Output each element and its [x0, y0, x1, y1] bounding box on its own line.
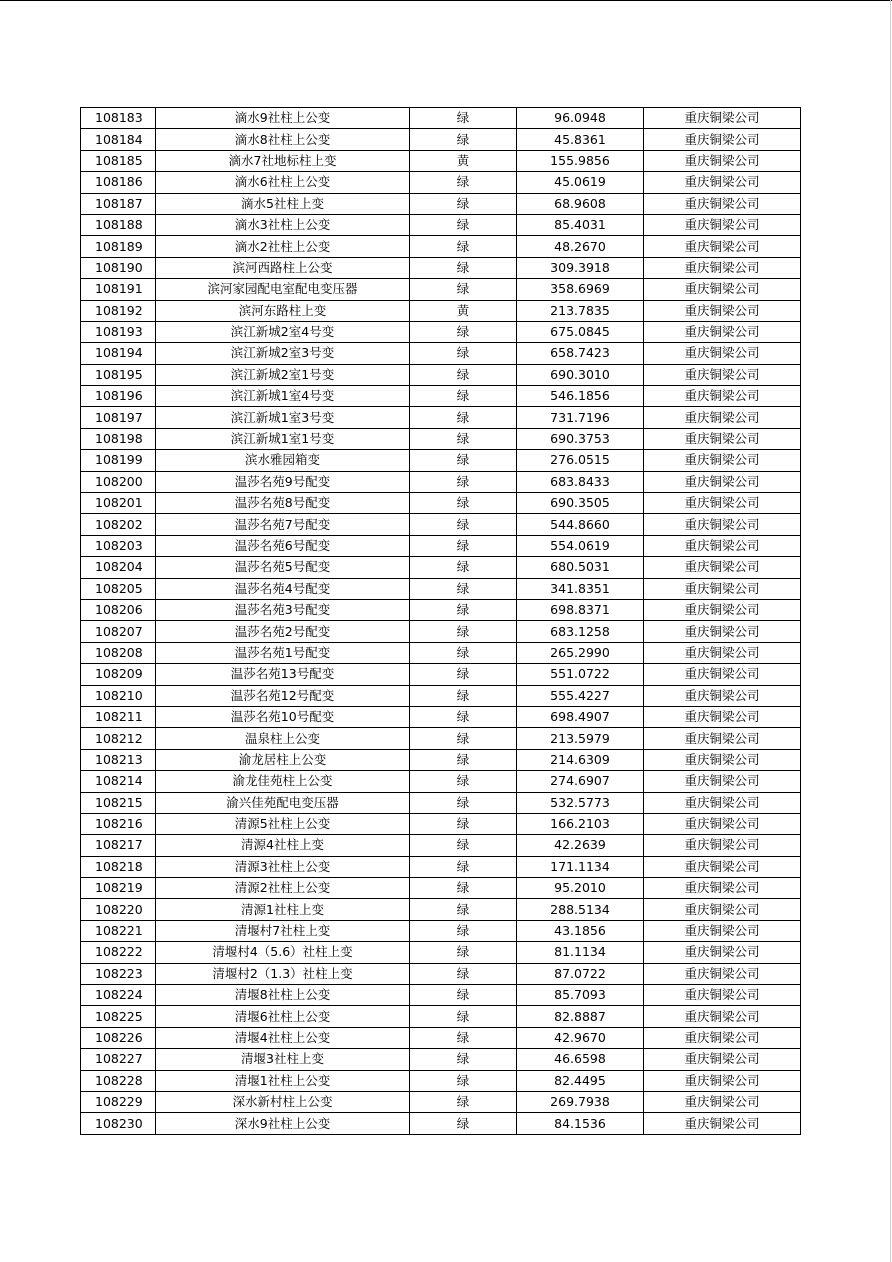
cell-company: 重庆铜梁公司 — [644, 1113, 801, 1134]
cell-company: 重庆铜梁公司 — [644, 878, 801, 899]
cell-id: 108212 — [81, 728, 156, 749]
cell-status: 绿 — [410, 257, 517, 278]
table-row — [81, 920, 801, 941]
cell-status: 绿 — [410, 1091, 517, 1112]
cell-status: 绿 — [410, 942, 517, 963]
cell-value: 171.1134 — [517, 856, 644, 877]
cell-company: 重庆铜梁公司 — [644, 236, 801, 257]
cell-name: 温莎名苑9号配变 — [156, 471, 410, 492]
table-row — [81, 664, 801, 685]
cell-id: 108227 — [81, 1049, 156, 1070]
cell-status: 绿 — [410, 279, 517, 300]
cell-name: 渝龙佳苑柱上公变 — [156, 771, 410, 792]
cell-company: 重庆铜梁公司 — [644, 493, 801, 514]
table-row — [81, 514, 801, 535]
cell-name: 深水9社柱上公变 — [156, 1113, 410, 1134]
cell-id: 108187 — [81, 193, 156, 214]
cell-company: 重庆铜梁公司 — [644, 129, 801, 150]
cell-company: 重庆铜梁公司 — [644, 300, 801, 321]
cell-name: 滨江新城1室4号变 — [156, 386, 410, 407]
cell-value: 658.7423 — [517, 343, 644, 364]
cell-company: 重庆铜梁公司 — [644, 578, 801, 599]
cell-company: 重庆铜梁公司 — [644, 193, 801, 214]
cell-name: 滨江新城2室1号变 — [156, 364, 410, 385]
cell-value: 213.5979 — [517, 728, 644, 749]
cell-id: 108200 — [81, 471, 156, 492]
cell-company: 重庆铜梁公司 — [644, 214, 801, 235]
cell-value: 213.7835 — [517, 300, 644, 321]
cell-company: 重庆铜梁公司 — [644, 1049, 801, 1070]
cell-name: 滨江新城1室3号变 — [156, 407, 410, 428]
cell-status: 绿 — [410, 664, 517, 685]
cell-company: 重庆铜梁公司 — [644, 1027, 801, 1048]
cell-id: 108191 — [81, 279, 156, 300]
cell-status: 绿 — [410, 728, 517, 749]
table-row — [81, 557, 801, 578]
cell-status: 绿 — [410, 706, 517, 727]
cell-id: 108202 — [81, 514, 156, 535]
cell-value: 683.8433 — [517, 471, 644, 492]
cell-status: 绿 — [410, 129, 517, 150]
cell-name: 滴水8社柱上公变 — [156, 129, 410, 150]
cell-status: 绿 — [410, 364, 517, 385]
cell-status: 绿 — [410, 1006, 517, 1027]
cell-company: 重庆铜梁公司 — [644, 364, 801, 385]
cell-id: 108210 — [81, 685, 156, 706]
cell-value: 731.7196 — [517, 407, 644, 428]
table-row — [81, 1091, 801, 1112]
cell-id: 108197 — [81, 407, 156, 428]
cell-status: 绿 — [410, 1049, 517, 1070]
cell-name: 滨水雅园箱变 — [156, 450, 410, 471]
table-row — [81, 621, 801, 642]
cell-status: 绿 — [410, 878, 517, 899]
transformer-data-table — [80, 107, 801, 1135]
cell-status: 绿 — [410, 407, 517, 428]
cell-name: 清堰村7社柱上变 — [156, 920, 410, 941]
cell-value: 544.8660 — [517, 514, 644, 535]
cell-id: 108193 — [81, 321, 156, 342]
cell-company: 重庆铜梁公司 — [644, 386, 801, 407]
table-row — [81, 578, 801, 599]
cell-company: 重庆铜梁公司 — [644, 150, 801, 171]
cell-company: 重庆铜梁公司 — [644, 407, 801, 428]
cell-name: 滨河家园配电室配电变压器 — [156, 279, 410, 300]
cell-id: 108184 — [81, 129, 156, 150]
cell-name: 温莎名苑13号配变 — [156, 664, 410, 685]
cell-company: 重庆铜梁公司 — [644, 471, 801, 492]
cell-company: 重庆铜梁公司 — [644, 514, 801, 535]
cell-name: 清源3社柱上公变 — [156, 856, 410, 877]
cell-status: 绿 — [410, 471, 517, 492]
table-body — [81, 108, 801, 1135]
cell-value: 214.6309 — [517, 749, 644, 770]
table-row — [81, 193, 801, 214]
cell-id: 108213 — [81, 749, 156, 770]
cell-status: 绿 — [410, 321, 517, 342]
cell-status: 绿 — [410, 985, 517, 1006]
cell-name: 温莎名苑12号配变 — [156, 685, 410, 706]
cell-id: 108204 — [81, 557, 156, 578]
cell-id: 108228 — [81, 1070, 156, 1091]
cell-value: 551.0722 — [517, 664, 644, 685]
table-row — [81, 236, 801, 257]
table-row — [81, 150, 801, 171]
table-row — [81, 214, 801, 235]
cell-status: 黄 — [410, 150, 517, 171]
cell-company: 重庆铜梁公司 — [644, 1070, 801, 1091]
cell-id: 108220 — [81, 899, 156, 920]
cell-company: 重庆铜梁公司 — [644, 771, 801, 792]
cell-name: 温莎名苑6号配变 — [156, 535, 410, 556]
cell-company: 重庆铜梁公司 — [644, 813, 801, 834]
cell-id: 108223 — [81, 963, 156, 984]
cell-company: 重庆铜梁公司 — [644, 535, 801, 556]
cell-status: 绿 — [410, 920, 517, 941]
table-row — [81, 856, 801, 877]
table-row — [81, 535, 801, 556]
cell-status: 绿 — [410, 856, 517, 877]
table-row — [81, 792, 801, 813]
cell-value: 87.0722 — [517, 963, 644, 984]
table-row — [81, 493, 801, 514]
cell-id: 108218 — [81, 856, 156, 877]
table-row — [81, 1070, 801, 1091]
table-row — [81, 300, 801, 321]
cell-value: 358.6969 — [517, 279, 644, 300]
cell-value: 680.5031 — [517, 557, 644, 578]
cell-id: 108192 — [81, 300, 156, 321]
table-row — [81, 899, 801, 920]
cell-value: 341.8351 — [517, 578, 644, 599]
cell-id: 108216 — [81, 813, 156, 834]
cell-status: 绿 — [410, 771, 517, 792]
table-row — [81, 471, 801, 492]
cell-company: 重庆铜梁公司 — [644, 728, 801, 749]
cell-value: 683.1258 — [517, 621, 644, 642]
cell-id: 108199 — [81, 450, 156, 471]
cell-id: 108226 — [81, 1027, 156, 1048]
cell-company: 重庆铜梁公司 — [644, 1091, 801, 1112]
cell-company: 重庆铜梁公司 — [644, 985, 801, 1006]
cell-company: 重庆铜梁公司 — [644, 899, 801, 920]
cell-id: 108222 — [81, 942, 156, 963]
cell-value: 82.8887 — [517, 1006, 644, 1027]
cell-value: 45.0619 — [517, 172, 644, 193]
cell-status: 绿 — [410, 1027, 517, 1048]
cell-name: 滨江新城1室1号变 — [156, 428, 410, 449]
cell-status: 绿 — [410, 599, 517, 620]
cell-id: 108209 — [81, 664, 156, 685]
cell-value: 675.0845 — [517, 321, 644, 342]
cell-status: 绿 — [410, 621, 517, 642]
cell-name: 清堰3社柱上变 — [156, 1049, 410, 1070]
cell-name: 滴水7社地标柱上变 — [156, 150, 410, 171]
cell-name: 渝龙居柱上公变 — [156, 749, 410, 770]
cell-name: 滴水6社柱上公变 — [156, 172, 410, 193]
cell-id: 108206 — [81, 599, 156, 620]
table-row — [81, 813, 801, 834]
cell-name: 温泉柱上公变 — [156, 728, 410, 749]
cell-id: 108221 — [81, 920, 156, 941]
cell-status: 绿 — [410, 172, 517, 193]
table-row — [81, 642, 801, 663]
cell-id: 108190 — [81, 257, 156, 278]
table-row — [81, 706, 801, 727]
cell-company: 重庆铜梁公司 — [644, 706, 801, 727]
cell-value: 166.2103 — [517, 813, 644, 834]
cell-name: 滨江新城2室3号变 — [156, 343, 410, 364]
cell-status: 绿 — [410, 685, 517, 706]
cell-company: 重庆铜梁公司 — [644, 428, 801, 449]
table-row — [81, 428, 801, 449]
cell-value: 46.6598 — [517, 1049, 644, 1070]
cell-status: 绿 — [410, 578, 517, 599]
cell-name: 温莎名苑7号配变 — [156, 514, 410, 535]
cell-company: 重庆铜梁公司 — [644, 792, 801, 813]
cell-name: 深水新村柱上公变 — [156, 1091, 410, 1112]
cell-value: 85.4031 — [517, 214, 644, 235]
cell-status: 绿 — [410, 193, 517, 214]
table-row — [81, 321, 801, 342]
cell-status: 绿 — [410, 835, 517, 856]
cell-id: 108194 — [81, 343, 156, 364]
cell-value: 690.3010 — [517, 364, 644, 385]
cell-id: 108189 — [81, 236, 156, 257]
cell-status: 绿 — [410, 214, 517, 235]
cell-company: 重庆铜梁公司 — [644, 1006, 801, 1027]
table-row — [81, 129, 801, 150]
cell-status: 绿 — [410, 557, 517, 578]
cell-value: 42.2639 — [517, 835, 644, 856]
cell-id: 108196 — [81, 386, 156, 407]
cell-name: 滴水3社柱上公变 — [156, 214, 410, 235]
cell-id: 108225 — [81, 1006, 156, 1027]
cell-status: 绿 — [410, 792, 517, 813]
cell-status: 绿 — [410, 1070, 517, 1091]
table-row — [81, 279, 801, 300]
cell-name: 温莎名苑8号配变 — [156, 493, 410, 514]
table-row — [81, 599, 801, 620]
cell-value: 265.2990 — [517, 642, 644, 663]
cell-id: 108201 — [81, 493, 156, 514]
cell-value: 698.4907 — [517, 706, 644, 727]
cell-value: 274.6907 — [517, 771, 644, 792]
cell-name: 滴水9社柱上公变 — [156, 108, 410, 129]
cell-id: 108186 — [81, 172, 156, 193]
cell-name: 滴水2社柱上公变 — [156, 236, 410, 257]
cell-name: 滨江新城2室4号变 — [156, 321, 410, 342]
cell-value: 42.9670 — [517, 1027, 644, 1048]
table-row — [81, 386, 801, 407]
cell-status: 绿 — [410, 386, 517, 407]
cell-value: 690.3753 — [517, 428, 644, 449]
table-row — [81, 108, 801, 129]
cell-company: 重庆铜梁公司 — [644, 942, 801, 963]
cell-value: 96.0948 — [517, 108, 644, 129]
table-row — [81, 685, 801, 706]
cell-id: 108207 — [81, 621, 156, 642]
table-row — [81, 963, 801, 984]
cell-name: 滨河东路柱上变 — [156, 300, 410, 321]
cell-name: 温莎名苑1号配变 — [156, 642, 410, 663]
cell-name: 温莎名苑3号配变 — [156, 599, 410, 620]
cell-company: 重庆铜梁公司 — [644, 963, 801, 984]
cell-value: 269.7938 — [517, 1091, 644, 1112]
cell-status: 绿 — [410, 642, 517, 663]
cell-id: 108195 — [81, 364, 156, 385]
table-row — [81, 257, 801, 278]
cell-company: 重庆铜梁公司 — [644, 279, 801, 300]
cell-status: 绿 — [410, 450, 517, 471]
table-row — [81, 878, 801, 899]
cell-company: 重庆铜梁公司 — [644, 450, 801, 471]
cell-name: 清源1社柱上变 — [156, 899, 410, 920]
table-row — [81, 172, 801, 193]
cell-value: 84.1536 — [517, 1113, 644, 1134]
cell-value: 48.2670 — [517, 236, 644, 257]
table-row — [81, 771, 801, 792]
cell-status: 绿 — [410, 1113, 517, 1134]
cell-name: 温莎名苑5号配变 — [156, 557, 410, 578]
cell-id: 108208 — [81, 642, 156, 663]
table-row — [81, 343, 801, 364]
cell-value: 68.9608 — [517, 193, 644, 214]
cell-value: 309.3918 — [517, 257, 644, 278]
cell-name: 温莎名苑2号配变 — [156, 621, 410, 642]
cell-company: 重庆铜梁公司 — [644, 321, 801, 342]
cell-status: 绿 — [410, 514, 517, 535]
cell-value: 43.1856 — [517, 920, 644, 941]
cell-value: 555.4227 — [517, 685, 644, 706]
cell-name: 滨河西路柱上公变 — [156, 257, 410, 278]
cell-company: 重庆铜梁公司 — [644, 856, 801, 877]
cell-status: 绿 — [410, 428, 517, 449]
cell-company: 重庆铜梁公司 — [644, 642, 801, 663]
cell-status: 绿 — [410, 493, 517, 514]
cell-company: 重庆铜梁公司 — [644, 835, 801, 856]
cell-value: 95.2010 — [517, 878, 644, 899]
cell-name: 渝兴佳苑配电变压器 — [156, 792, 410, 813]
cell-name: 清堰8社柱上公变 — [156, 985, 410, 1006]
cell-status: 黄 — [410, 300, 517, 321]
cell-company: 重庆铜梁公司 — [644, 749, 801, 770]
cell-value: 554.0619 — [517, 535, 644, 556]
cell-status: 绿 — [410, 749, 517, 770]
cell-value: 155.9856 — [517, 150, 644, 171]
cell-status: 绿 — [410, 108, 517, 129]
page-right-edge — [890, 0, 891, 1262]
table-row — [81, 1027, 801, 1048]
cell-id: 108188 — [81, 214, 156, 235]
cell-name: 清堰4社柱上公变 — [156, 1027, 410, 1048]
cell-name: 清源4社柱上变 — [156, 835, 410, 856]
page-top-border — [0, 0, 892, 1]
cell-company: 重庆铜梁公司 — [644, 343, 801, 364]
cell-company: 重庆铜梁公司 — [644, 172, 801, 193]
cell-id: 108205 — [81, 578, 156, 599]
cell-id: 108214 — [81, 771, 156, 792]
cell-company: 重庆铜梁公司 — [644, 557, 801, 578]
cell-company: 重庆铜梁公司 — [644, 257, 801, 278]
cell-status: 绿 — [410, 535, 517, 556]
cell-id: 108203 — [81, 535, 156, 556]
cell-company: 重庆铜梁公司 — [644, 664, 801, 685]
cell-value: 546.1856 — [517, 386, 644, 407]
cell-value: 276.0515 — [517, 450, 644, 471]
cell-name: 温莎名苑10号配变 — [156, 706, 410, 727]
cell-company: 重庆铜梁公司 — [644, 108, 801, 129]
cell-name: 滴水5社柱上变 — [156, 193, 410, 214]
cell-status: 绿 — [410, 813, 517, 834]
cell-value: 82.4495 — [517, 1070, 644, 1091]
cell-id: 108230 — [81, 1113, 156, 1134]
cell-value: 532.5773 — [517, 792, 644, 813]
cell-value: 690.3505 — [517, 493, 644, 514]
table-row — [81, 835, 801, 856]
cell-id: 108211 — [81, 706, 156, 727]
cell-value: 288.5134 — [517, 899, 644, 920]
cell-status: 绿 — [410, 899, 517, 920]
cell-value: 45.8361 — [517, 129, 644, 150]
cell-value: 85.7093 — [517, 985, 644, 1006]
cell-name: 清堰村2（1.3）社柱上变 — [156, 963, 410, 984]
cell-name: 清堰1社柱上公变 — [156, 1070, 410, 1091]
cell-value: 698.8371 — [517, 599, 644, 620]
cell-status: 绿 — [410, 343, 517, 364]
cell-company: 重庆铜梁公司 — [644, 920, 801, 941]
table-row — [81, 1049, 801, 1070]
cell-name: 清堰村4（5.6）社柱上变 — [156, 942, 410, 963]
table-row — [81, 364, 801, 385]
table-row — [81, 728, 801, 749]
cell-id: 108219 — [81, 878, 156, 899]
cell-name: 清源2社柱上公变 — [156, 878, 410, 899]
cell-company: 重庆铜梁公司 — [644, 599, 801, 620]
table-row — [81, 1113, 801, 1134]
cell-name: 清源5社柱上公变 — [156, 813, 410, 834]
cell-name: 温莎名苑4号配变 — [156, 578, 410, 599]
cell-id: 108198 — [81, 428, 156, 449]
cell-name: 清堰6社柱上公变 — [156, 1006, 410, 1027]
cell-status: 绿 — [410, 963, 517, 984]
table-row — [81, 450, 801, 471]
cell-id: 108215 — [81, 792, 156, 813]
cell-id: 108185 — [81, 150, 156, 171]
cell-id: 108183 — [81, 108, 156, 129]
table-row — [81, 1006, 801, 1027]
table-row — [81, 942, 801, 963]
cell-status: 绿 — [410, 236, 517, 257]
table-row — [81, 749, 801, 770]
cell-id: 108217 — [81, 835, 156, 856]
table-row — [81, 407, 801, 428]
cell-value: 81.1134 — [517, 942, 644, 963]
cell-id: 108224 — [81, 985, 156, 1006]
cell-company: 重庆铜梁公司 — [644, 685, 801, 706]
table-row — [81, 985, 801, 1006]
cell-company: 重庆铜梁公司 — [644, 621, 801, 642]
cell-id: 108229 — [81, 1091, 156, 1112]
